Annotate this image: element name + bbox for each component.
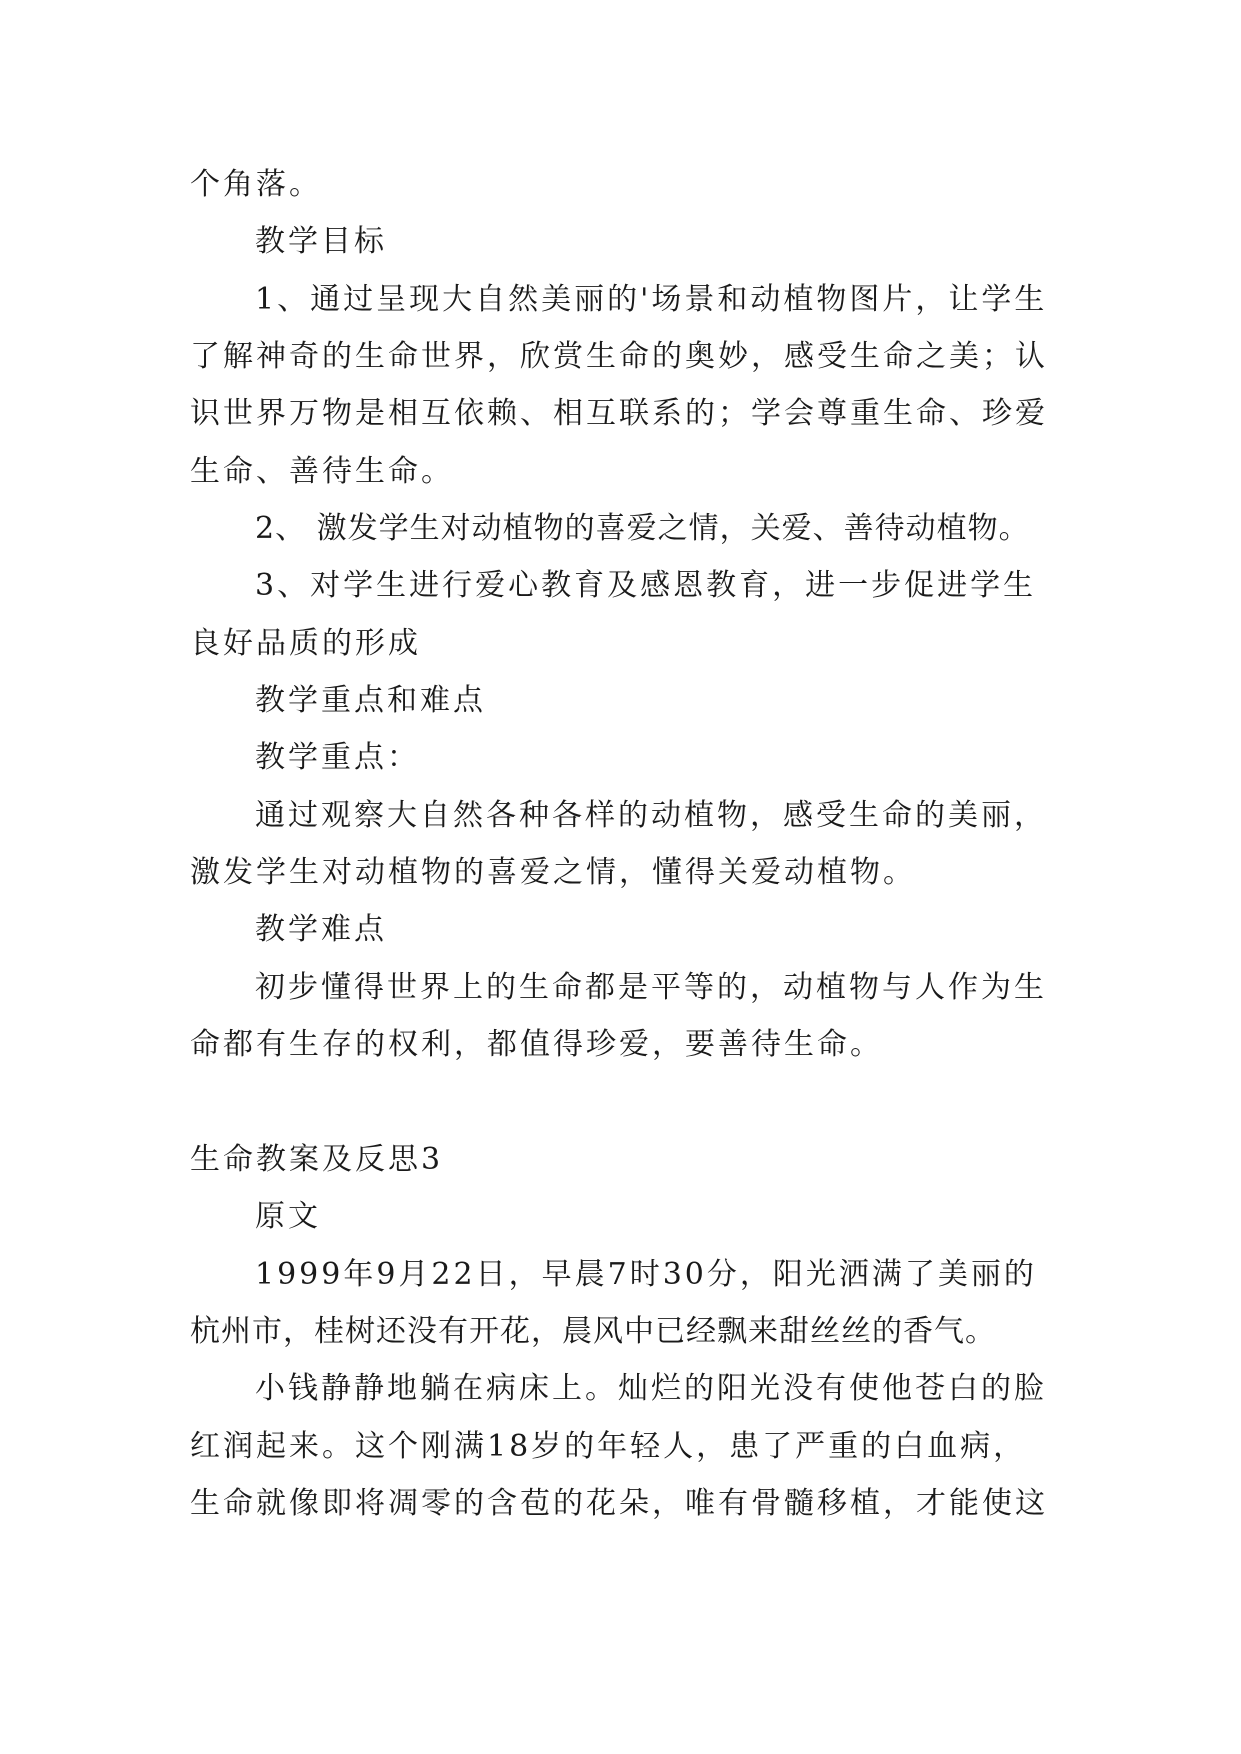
text-line: 通过观察大自然各种各样的动植物，感受生命的美丽， [255, 798, 1047, 833]
text-line: 教学目标 [255, 224, 387, 259]
section-heading: 教学难点 [255, 912, 387, 947]
text-line: 1999年9月22日，早晨7时30分，阳光洒满了美丽的 [255, 1257, 1037, 1292]
text-line: 2、 激发学生对动植物的喜爱之情，关爱、善待动植物。 [255, 511, 1030, 546]
text-line: 3、对学生进行爱心教育及感恩教育，进一步促进学生 [255, 568, 1037, 603]
text-line: 1、通过呈现大自然美丽的'场景和动植物图片，让学生 [255, 282, 1048, 317]
text-line: 了解神奇的生命世界，欣赏生命的奥妙，感受生命之美；认 [190, 339, 1048, 374]
text-line: 生命、善待生命。 [190, 454, 454, 489]
text-line: 命都有生存的权利，都值得珍爱，要善待生命。 [190, 1027, 883, 1062]
text-line: 激发学生对动植物的喜爱之情，懂得关爱动植物。 [190, 855, 916, 890]
text-line: 识世界万物是相互依赖、相互联系的；学会尊重生命、珍爱 [190, 396, 1048, 431]
text-line: 红润起来。这个刚满18岁的年轻人，患了严重的白血病， [190, 1429, 1027, 1464]
text-line: 生命就像即将凋零的含苞的花朵，唯有骨髓移植，才能使这 [190, 1486, 1048, 1521]
section-heading: 教学重点和难点 [255, 683, 486, 718]
text-line: 杭州市，桂树还没有开花，晨风中已经飘来甜丝丝的香气。 [190, 1314, 996, 1349]
document-title: 生命教案及反思3 [190, 1142, 444, 1177]
text-line: 初步懂得世界上的生命都是平等的，动植物与人作为生 [255, 970, 1047, 1005]
text-line: 个角落。 [190, 167, 322, 202]
text-line: 小钱静静地躺在病床上。灿烂的阳光没有使他苍白的脸 [255, 1371, 1047, 1406]
section-heading: 原文 [255, 1199, 321, 1234]
text-line: 良好品质的形成 [190, 626, 421, 661]
section-heading: 教学重点： [255, 740, 420, 775]
